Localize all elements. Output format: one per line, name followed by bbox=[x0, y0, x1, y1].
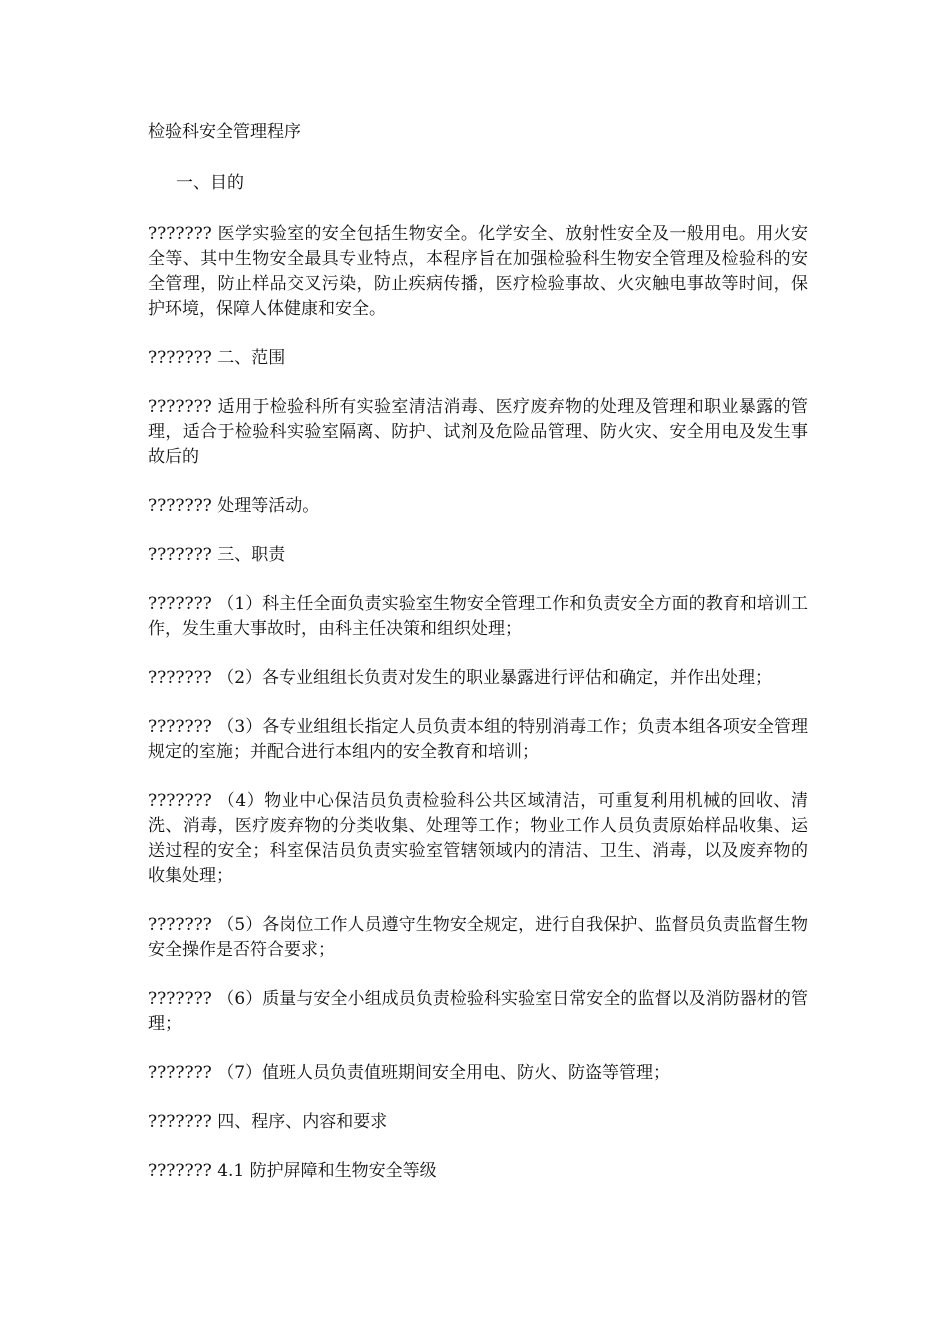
paragraph-purpose: ??????? 医学实验室的安全包括生物安全。化学安全、放射性安全及一般用电。用火安全等、其中生物安全最具专业特点，本程序旨在加强检验科生物安全管理及检验科的安全管理，防止样品交叉污染，防止疾病传播，医疗检验事故、火灾触电事故等时间，保护环境，保障人体健康和安全。 bbox=[148, 224, 808, 319]
section-heading-duties: ??????? 三、职责 bbox=[148, 545, 286, 565]
section-heading-purpose: 一、目的 bbox=[176, 173, 244, 193]
duty-item-7: ??????? （7）值班人员负责值班期间安全用电、防火、防盗等管理； bbox=[148, 1063, 671, 1083]
duty-item-5: ??????? （5）各岗位工作人员遵守生物安全规定，进行自我保护、监督员负责监督生物安全操作是否符合要求； bbox=[148, 915, 808, 960]
duty-item-1: ??????? （1）科主任全面负责实验室生物安全管理工作和负责安全方面的教育和培训工作，发生重大事故时，由科主任决策和组织处理； bbox=[148, 594, 808, 639]
duty-item-2: ??????? （2）各专业组组长负责对发生的职业暴露进行评估和确定，并作出处理； bbox=[148, 668, 773, 688]
section-heading-scope: ??????? 二、范围 bbox=[148, 348, 286, 368]
paragraph-scope: ??????? 适用于检验科所有实验室清洁消毒、医疗废弃物的处理及管理和职业暴露的管理，适合于检验科实验室隔离、防护、试剂及危险品管理、防火灾、安全用电及发生事故后的 bbox=[148, 397, 808, 467]
duty-item-3: ??????? （3）各专业组组长指定人员负责本组的特别消毒工作；负责本组各项安全管理规定的室施；并配合进行本组内的安全教育和培训； bbox=[148, 717, 808, 762]
subsection-heading-4-1: ??????? 4.1 防护屏障和生物安全等级 bbox=[148, 1161, 437, 1181]
duty-item-4: ??????? （4）物业中心保洁员负责检验科公共区域清洁，可重复利用机械的回收、清洗、消毒，医疗废弃物的分类收集、处理等工作；物业工作人员负责原始样品收集、运送过程的安全；科室保洁员负责实验室管辖领域内的清洁、卫生、消毒，以及废弃物的收集处理； bbox=[148, 791, 808, 886]
duty-item-6: ??????? （6）质量与安全小组成员负责检验科实验室日常安全的监督以及消防器材的管理； bbox=[148, 989, 808, 1034]
document-body bbox=[148, 120, 808, 1208]
document-title: 检验科安全管理程序 bbox=[148, 122, 301, 142]
paragraph-scope-continued: ??????? 处理等活动。 bbox=[148, 496, 320, 516]
section-heading-procedure: ??????? 四、程序、内容和要求 bbox=[148, 1112, 388, 1132]
